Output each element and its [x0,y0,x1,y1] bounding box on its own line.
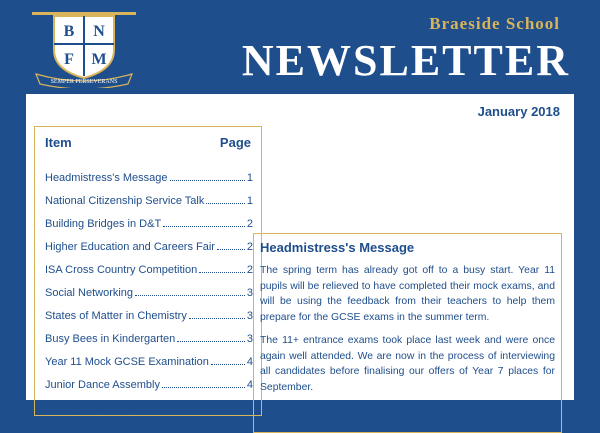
contents-entry[interactable] [45,161,253,184]
school-name: Braeside School [429,14,560,33]
contents-entry[interactable] [45,230,253,253]
contents-entry[interactable] [45,299,253,322]
headmistress-message [253,233,562,433]
contents-item-heading: Item [45,135,72,150]
newsletter-page [26,94,574,414]
contents-entry[interactable] [45,391,253,414]
crest-letter-b: B [63,23,75,40]
crest-letter-n: N [93,23,105,40]
crest-letter-f: F [64,51,74,68]
contents-entry-label: Higher Education and Careers Fair [45,241,215,253]
dot-leader [170,180,245,181]
contents-list [45,161,253,414]
contents-entry-page: 2 [246,218,253,230]
contents-header [45,135,251,150]
article-paragraph: The 11+ entrance exams took place last week and were once again well attended. We are now in the process of interviewing all candidates before finalising our offers of Year 7 places for September. [260,335,555,393]
dot-leader [189,318,245,319]
contents-entry[interactable] [45,345,253,368]
dot-leader [206,203,245,204]
contents-entry-page: 1 [246,172,253,184]
school-crest [30,8,138,88]
contents-entry-label: Year 11 Mock GCSE Examination [45,356,209,368]
contents-entry-label: Social Networking [45,287,134,299]
contents-entry[interactable] [45,276,253,299]
contents-entry-page: 3 [246,333,253,345]
contents-entry-page: 3 [246,310,253,322]
contents-entry[interactable] [45,253,253,276]
contents-entry-page: 4 [246,379,253,391]
crest-letter-m: M [91,51,107,68]
article-paragraph: The spring term has already got off to a busy start. Year 11 pupils will be relieved to have completed their mock exams, and will be using the feedback from their teachers to help them prepare for the GCSE exams in the summer term. [260,265,555,323]
crest-motto: SEMPER PERSEVERANS [50,79,118,85]
contents-entry-label: States of Matter in Chemistry [45,310,187,322]
contents-entry-label: A Very Special Assembly [45,402,167,414]
contents-entry-label: Busy Bees in Kindergarten [45,333,176,345]
newsletter-header [0,0,600,92]
dot-leader [177,341,245,342]
contents-entry-page: 2 [246,241,253,253]
contents-page-heading: Page [219,135,251,150]
dot-leader [162,387,245,388]
contents-entry-page: 2 [246,264,253,276]
dot-leader [163,226,245,227]
contents-entry-label: National Citizenship Service Talk [45,195,205,207]
contents-entry-page: 4 [246,356,253,368]
dot-leader [199,272,245,273]
dot-leader [135,295,245,296]
contents-entry-label: Building Bridges in D&T [45,218,162,230]
contents-entry[interactable] [45,184,253,207]
contents-entry-page: 1 [246,195,253,207]
article-heading: Headmistress's Message [260,240,415,255]
contents-entry-page: 3 [246,287,253,299]
contents-entry-label: Junior Dance Assembly [45,379,160,391]
newsletter-title: NEWSLETTER [241,36,570,85]
contents-box [34,126,262,416]
contents-entry-label: Headmistress's Message [45,172,168,184]
contents-entry[interactable] [45,322,253,345]
issue-date: January 2018 [477,104,560,119]
dot-leader [211,364,245,365]
contents-entry-page: 5 [246,402,253,414]
contents-entry-label: ISA Cross Country Competition [45,264,198,276]
dot-leader [168,410,245,411]
contents-entry[interactable] [45,207,253,230]
contents-entry[interactable] [45,368,253,391]
dot-leader [217,249,245,250]
